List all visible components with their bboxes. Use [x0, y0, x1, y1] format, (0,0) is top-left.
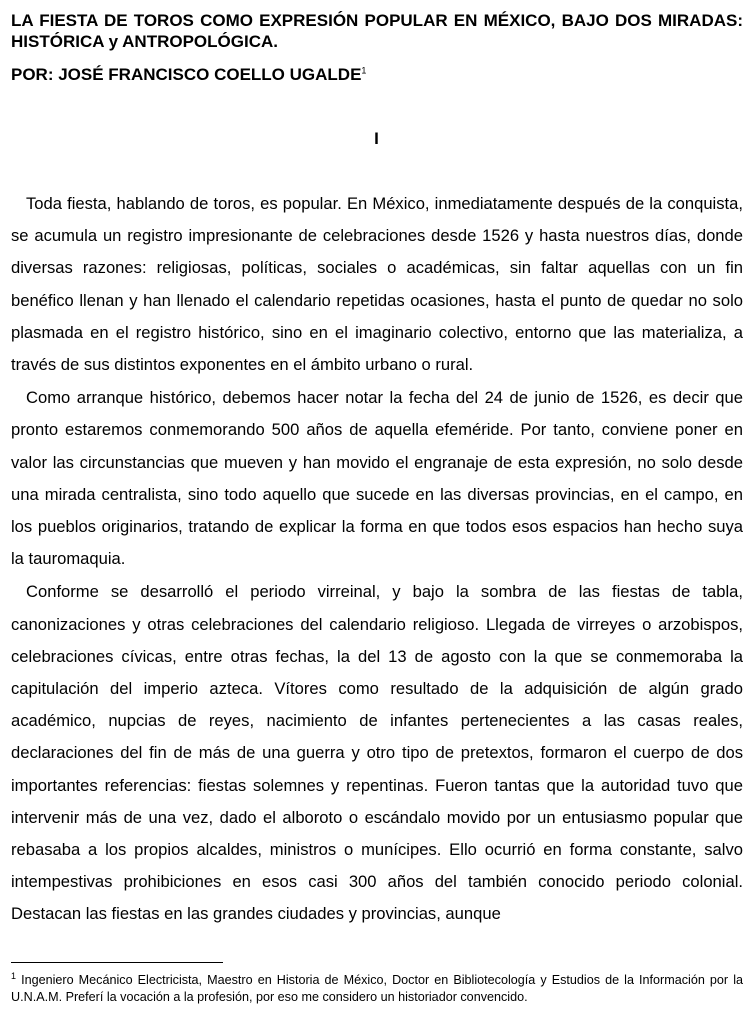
paragraph: Conforme se desarrolló el periodo virreinal, y bajo la sombra de las fiestas de tabla, canonizaciones y otras celebraciones del calendario religioso. Llegada de virreyes o arzobispos, celebraciones cívicas, entre otras fechas, la del 13 de agosto con la que se conmemoraba la capitulación del imperio azteca. Vítores como resultado de la adquisición de algún grado académico, nupcias de reyes, nacimiento de infantes pertenecientes a las casas reales, declaraciones del fin de más de una guerra y otro tipo de pretextos, formaron el cuerpo de dos importantes referencias: fiestas solemnes y repentinas. Fueron tantas que la autoridad tuvo que intervenir más de una vez, dado el alboroto o escándalo movido por un entusiasmo popular que rebasaba a los propios alcaldes, ministros o munícipes. Ello ocurrió en forma constante, salvo intempestivas prohibiciones en esos casi 300 años del también conocido periodo colonial. Destacan las fiestas en las grandes ciudades y provincias, aunque	[11, 582, 743, 924]
section-numeral: I	[374, 129, 379, 148]
footnote-mark: 1	[11, 970, 17, 981]
footnote-text: Ingeniero Mecánico Electricista, Maestro en Historia de México, Doctor en Bibliotecología y Estudios de la Información por la U.N.A.M. Preferí la vocación a la profesión, por eso me considero un historiador convencido.	[11, 973, 743, 1004]
article-title: LA FIESTA DE TOROS COMO EXPRESIÓN POPULAR EN MÉXICO, BAJO DOS MIRADAS: HISTÓRICA y ANTROPOLÓGICA.	[11, 11, 743, 51]
article-body	[11, 188, 743, 932]
paragraph: Toda fiesta, hablando de toros, es popular. En México, inmediatamente después de la conquista, se acumula un registro impresionante de celebraciones desde 1526 y hasta nuestros días, donde diversas razones: religiosas, políticas, sociales o académicas, sin faltar aquellas con un fin benéfico llenan y han llenado el calendario repetidas ocasiones, hasta el punto de quedar no solo plasmada en el registro histórico, sino en el imaginario colectivo, entorno que las materializa, a través de sus distintos exponentes en el ámbito urbano o rural.	[11, 194, 743, 375]
footnote	[11, 972, 743, 1006]
footnote-separator	[11, 962, 223, 963]
author-name: POR: JOSÉ FRANCISCO COELLO UGALDE	[11, 65, 362, 84]
article-author	[11, 64, 366, 85]
paragraph: Como arranque histórico, debemos hacer notar la fecha del 24 de junio de 1526, es decir que pronto estaremos conmemorando 500 años de aquella efeméride. Por tanto, conviene poner en valor las circunstancias que mueven y han movido el engranaje de esta expresión, no solo desde una mirada centralista, sino todo aquello que sucede en las diversas provincias, en el campo, en los pueblos originarios, tratando de explicar la forma en que todos esos espacios han hecho suya la tauromaquia.	[11, 388, 743, 569]
author-footnote-mark: 1	[361, 65, 367, 76]
